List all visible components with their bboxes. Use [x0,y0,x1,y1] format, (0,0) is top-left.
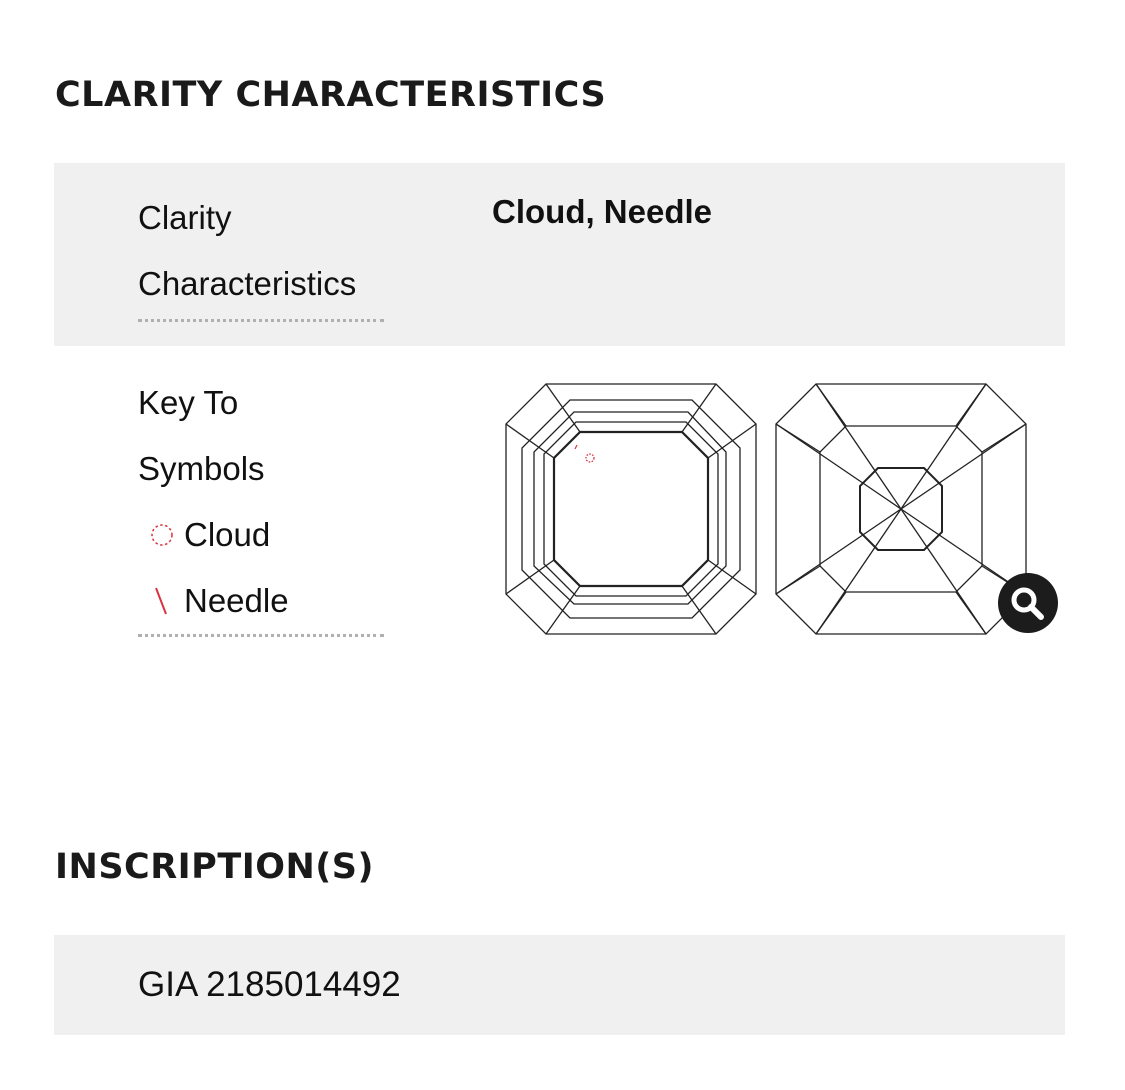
inscription-row [54,935,1065,1035]
magnifier-icon [998,573,1058,633]
zoom-diagram-button[interactable] [998,573,1058,633]
clarity-characteristics-label[interactable] [138,185,384,322]
clarity-section-heading: CLARITY CHARACTERISTICS [55,75,607,115]
legend-label-needle: Needle [184,582,289,619]
key-to-symbols-row [54,346,1065,646]
cloud-symbol-icon [144,516,182,554]
pavilion-plot-diagram [774,382,1028,636]
label-line: Clarity [138,199,232,236]
crown-plot-diagram [504,382,758,636]
inscription-section-heading: INSCRIPTION(S) [55,847,374,887]
legend-item-needle [138,568,384,634]
label-line: Characteristics [138,265,357,302]
legend-label-cloud: Cloud [184,516,271,553]
clarity-characteristics-value: Cloud, Needle [492,193,713,230]
inscription-value: GIA 2185014492 [138,965,401,1004]
clarity-characteristics-row [54,163,1065,346]
key-to-symbols-label[interactable] [138,370,384,637]
label-line: Symbols [138,450,265,487]
legend-item-cloud [138,502,384,568]
needle-symbol-icon [144,582,182,620]
label-line: Key To [138,384,239,421]
inclusion-marks [575,445,594,462]
